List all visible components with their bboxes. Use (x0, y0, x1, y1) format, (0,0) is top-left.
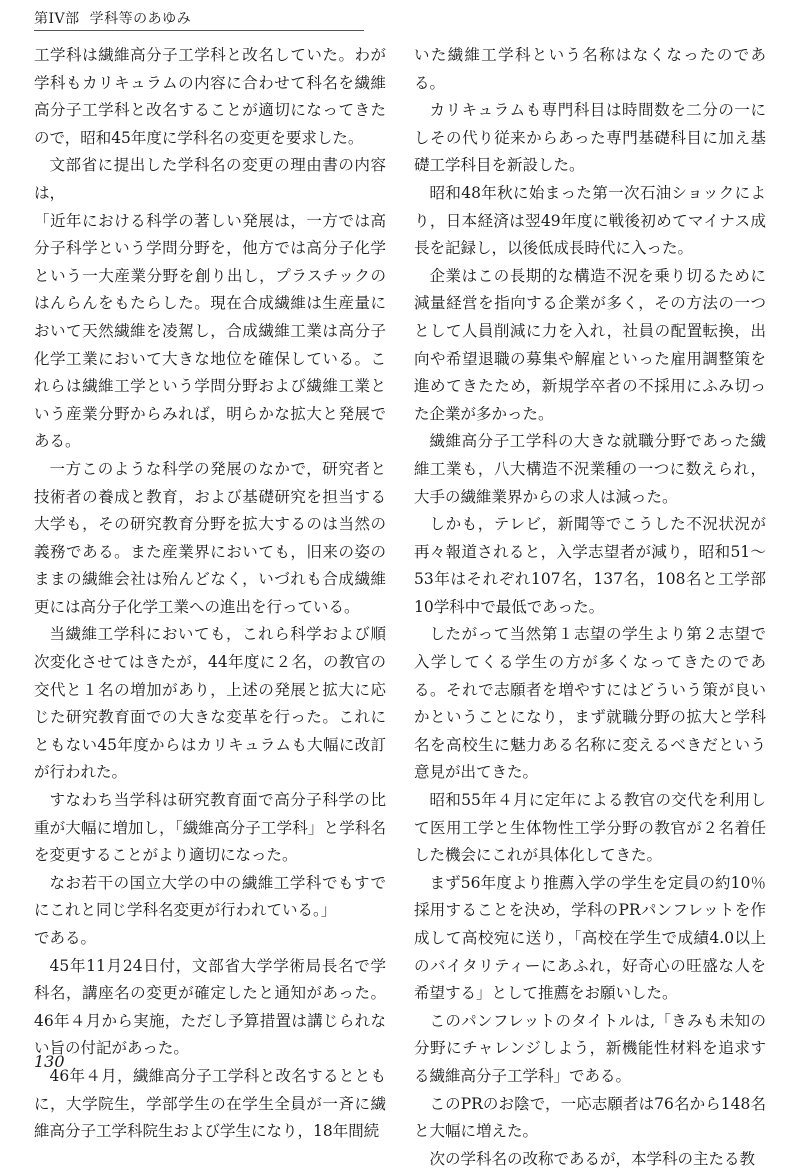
paragraph: いた繊維工学科という名称はなくなったのである。 (414, 46, 766, 92)
paragraph: このパンフレットのタイトルは,「きみも未知の分野にチャレンジしよう，新機能性材料を追求する繊維高分子工学科」である。 (414, 1011, 766, 1085)
paragraph: 次の学科名の改称であるが，本学科の主たる教 (429, 1149, 756, 1168)
paragraph: カリキュラムも専門科目は時間数を二分の一にしその代り従来からあった専門基礎科目に加え基礎工学科目を新設した。 (414, 101, 766, 175)
page-number: 130 (34, 1052, 65, 1071)
left-column (34, 42, 386, 1146)
paragraph: 工学科は繊維高分子工学科と改名していた。わが学科もカリキュラムの内容に合わせて科名を繊維高分子工学科と改名することが適切になってきたので，昭和45年度に学科名の変更を要求した。 (34, 46, 386, 147)
paragraph: したがって当然第１志望の学生より第２志望で入学してくる学生の方が多くなってきたのである。それで志願者を増やすにはどういう策が良いかということになり，まず就職分野の拡大と学科名を高校生に魅力ある名称に変えるべきだという意見が出てきた。 (414, 625, 766, 782)
paragraph: なお若干の国立大学の中の繊維工学科でもすでにこれと同じ学科名変更が行われている。」 (34, 873, 386, 920)
header-rule (34, 30, 364, 31)
paragraph: 繊維高分子工学科の大きな就職分野であった繊維工業も，八大構造不況業種の一つに数えられ，大手の繊維業界からの求人は減った。 (414, 432, 766, 506)
paragraph: 「近年における科学の著しい発展は，一方では高分子科学という学問分野を，他方では高分子化学という一大産業分野を創り出し，プラスチックのはんらんをもたらした。現在合成繊維は生産量において天然繊維を凌駕し，合成繊維工業は高分子化学工業において大きな地位を確保している。これらは繊維工学という学問分野および繊維工業という産業分野からみれば，明らかな拡大と発展である。 (34, 211, 386, 451)
paragraph: すなわち当学科は研究教育面で高分子科学の比重が大幅に増加し，「繊維高分子工学科」と学科名を変更することがより適切になった。 (34, 791, 386, 865)
paragraph: 一方このような科学の発展のなかで，研究者と技術者の養成と教育，および基礎研究を担当する大学も，その研究教育分野を拡大するのは当然の義務である。また産業界においても，旧来の姿のままの繊維会社は殆んどなく，いづれも合成繊維更には高分子化学工業への進出を行っている。 (34, 459, 386, 616)
paragraph: である。 (34, 929, 97, 947)
paragraph: しかも，テレビ，新聞等でこうした不況状況が再々報道されると，入学志望者が減り，昭和51～53年はそれぞれ107名，137名，108名と工学部10学科中で最低であった。 (414, 515, 766, 616)
paragraph: 企業はこの長期的な構造不況を乗り切るために減量経営を指向する企業が多く，その方法の一つとして人員削減に力を入れ，社員の配置転換，出向や希望退職の募集や解雇といった雇用調整策を進めてきたため，新規学卒者の不採用にふみ切った企業が多かった。 (414, 266, 766, 423)
paragraph: まず56年度より推薦入学の学生を定員の約10％採用することを決め，学科のPRパンフレットを作成して高校宛に送り，「高校在学生で成績4.0以上のバイタリティーにあふれ，好奇心の旺盛な人を希望する」として推薦をお願いした。 (414, 873, 766, 1003)
paragraph: 当繊維工学科においても，これら科学および順次変化させてはきたが，44年度に２名，の教官の交代と１名の増加があり，上述の発展と拡大に応じた研究教育面での大きな変革を行った。これにともない45年度からはカリキュラムも大幅に改訂が行われた。 (34, 625, 386, 782)
paragraph: このPRのお陰で，一応志願者は76名から148名と大幅に増えた。 (414, 1094, 766, 1141)
part-label: 第IV部 (34, 11, 80, 27)
paragraph: 昭和55年４月に定年による教官の交代を利用して医用工学と生体物性工学分野の教官が２名着任した機会にこれが具体化してきた。 (414, 791, 766, 865)
paragraph: 46年４月，繊維高分子工学科と改名するとともに，大学院生，学部学生の在学生全員が一斉に繊維高分子工学科院生および学生になり，18年間続 (34, 1066, 386, 1141)
paragraph: 昭和48年秋に始まった第一次石油ショックにより，日本経済は翌49年度に戦後初めてマイナス成長を記録し，以後低成長時代に入った。 (414, 183, 766, 258)
section-title: 学科等のあゆみ (89, 11, 192, 27)
paragraph: 文部省に提出した学科名の変更の理由書の内容は， (34, 156, 386, 202)
right-column (414, 42, 766, 1173)
paragraph: 45年11月24日付，文部省大学学術局長名で学科名，講座名の変更が確定したと通知があった。46年４月から実施，ただし予算措置は講じられない旨の付記があった。 (34, 956, 386, 1058)
running-header (34, 8, 201, 28)
